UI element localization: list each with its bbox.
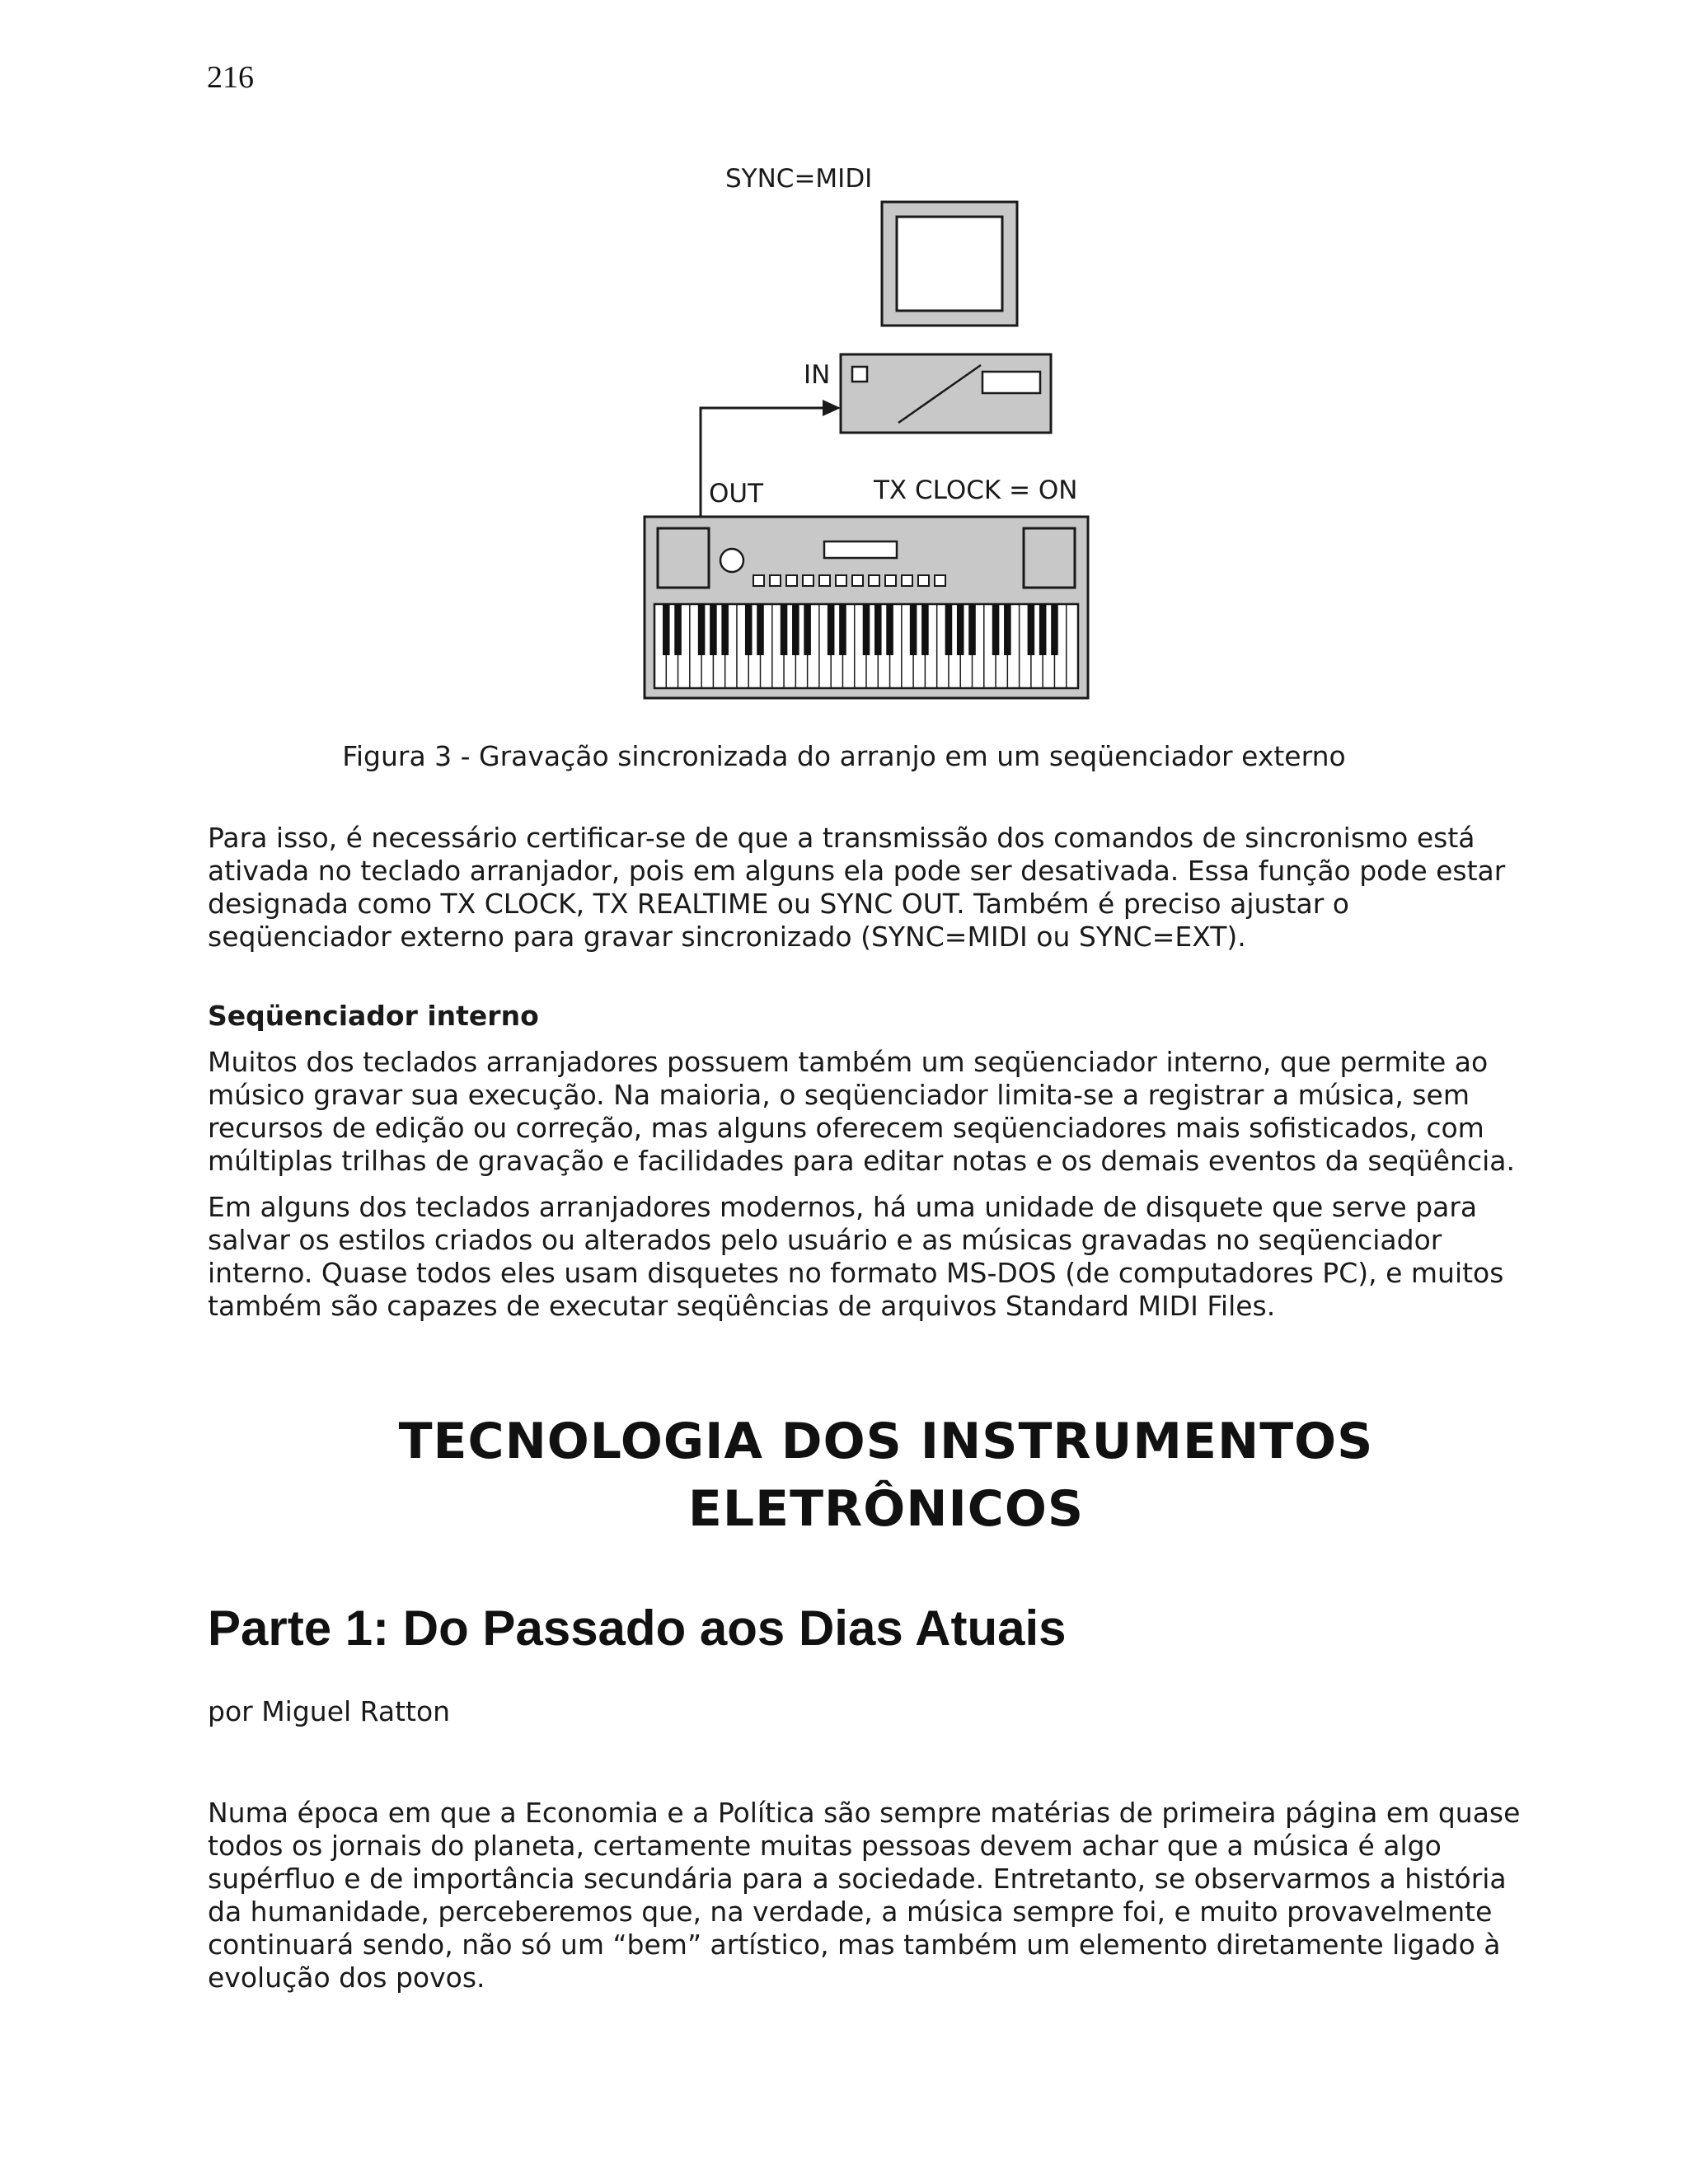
byline: por Miguel Ratton [208,1695,451,1727]
part-title [208,1599,1067,1658]
black-key [710,604,717,655]
black-key [721,604,729,655]
black-key [968,604,976,655]
right-speaker [1024,528,1075,588]
paragraph: Numa época em que a Economia e a Política são sempre matérias de primeira página em quase todos os jornais do planeta, certamente muitas pessoas devem achar que a música é algo supérfluo e de importância secundária para a sociedade. Entretanto, se observarmos a história da humanidade, perceberemos que, na verdade, a música sempre foi, e muito provavelmente continuará sendo, não só um “bem” artístico, mas também um elemento diretamente ligado à evolução dos povos. [208,1797,1521,1994]
keyboard-display [824,541,897,558]
panel-button [918,575,929,586]
diagram-svg [626,161,1104,711]
black-key [945,604,953,655]
black-key [674,604,682,655]
paragraph: Muitos dos teclados arranjadores possuem também um seqüenciador interno, que permite ao músico gravar sua execução. Na maioria, o seqüenciador limita-se a registrar a música, sem recursos de edição ou correção, mas alguns oferecem seqüenciadores mais sofisticados, com múltiplas trilhas de gravação e facilidades para editar notas e os demais eventos da seqüência. [208,1046,1515,1177]
black-key [1051,604,1058,655]
black-key [781,604,788,655]
black-key [874,604,882,655]
sync-label: SYNC=MIDI [725,164,873,194]
panel-button [803,575,814,586]
black-key [957,604,964,655]
drive-bay [982,372,1040,393]
chapter-title-line-1: TECNOLOGIA DOS INSTRUMENTOS [398,1413,1374,1470]
panel-button [786,575,797,586]
panel-button [852,575,863,586]
monitor-screen [897,217,1002,311]
black-key [828,604,835,655]
subheading: Seqüenciador interno [208,1000,539,1032]
left-speaker [658,528,709,588]
panel-button [819,575,830,586]
black-key [804,604,811,655]
midi-sync-diagram [626,161,1104,711]
cable-arrow-icon [823,400,841,416]
chapter-title-line-2: ELETRÔNICOS [687,1480,1085,1538]
black-key [663,604,670,655]
panel-button [869,575,879,586]
part-name: Do Passado aos Dias Atuais [402,1601,1067,1656]
black-key [863,604,870,655]
paragraph: Em alguns dos teclados arranjadores modernos, há uma unidade de disquete que serve para salvar os estilos criados ou alterados pelo usuário e as músicas gravadas no seqüenciador interno. Quase todos eles usam disquetes no formato MS-DOS (de computadores PC), e muitos também são capazes de executar seqüências de arquivos Standard MIDI Files. [208,1191,1504,1322]
black-key [992,604,1000,655]
chapter-title [208,1408,1564,1543]
piano-keys [654,604,1078,688]
black-key [1028,604,1035,655]
black-key [886,604,893,655]
panel-button [902,575,912,586]
panel-button [770,575,781,586]
black-key [745,604,753,655]
panel-button [885,575,896,586]
black-key [921,604,929,655]
panel-button [935,575,945,586]
black-key [1004,604,1011,655]
black-key [757,604,764,655]
tx-clock-label: TX CLOCK = ON [874,476,1078,505]
figure-caption: Figura 3 - Gravação sincronizada do arranjo em um seqüenciador externo [342,740,1346,772]
out-label: OUT [709,479,764,509]
black-key [1039,604,1047,655]
black-key [910,604,917,655]
black-key [792,604,799,655]
in-label: IN [804,360,831,390]
panel-button [836,575,846,586]
black-key [839,604,846,655]
volume-knob-icon [720,549,743,572]
power-button-icon [852,367,867,382]
black-key [698,604,706,655]
panel-button [753,575,764,586]
paragraph: Para isso, é necessário certificar-se de que a transmissão dos comandos de sincronismo está ativada no teclado arranjador, pois em alguns ela pode ser desativada. Essa função pode estar designada como TX CLOCK, TX REALTIME ou SYNC OUT. Também é preciso ajustar o seqüenciador externo para gravar sincronizado (SYNC=MIDI ou SYNC=EXT). [208,822,1506,953]
part-prefix: Parte 1: [208,1601,403,1656]
page-number: 216 [207,60,254,95]
